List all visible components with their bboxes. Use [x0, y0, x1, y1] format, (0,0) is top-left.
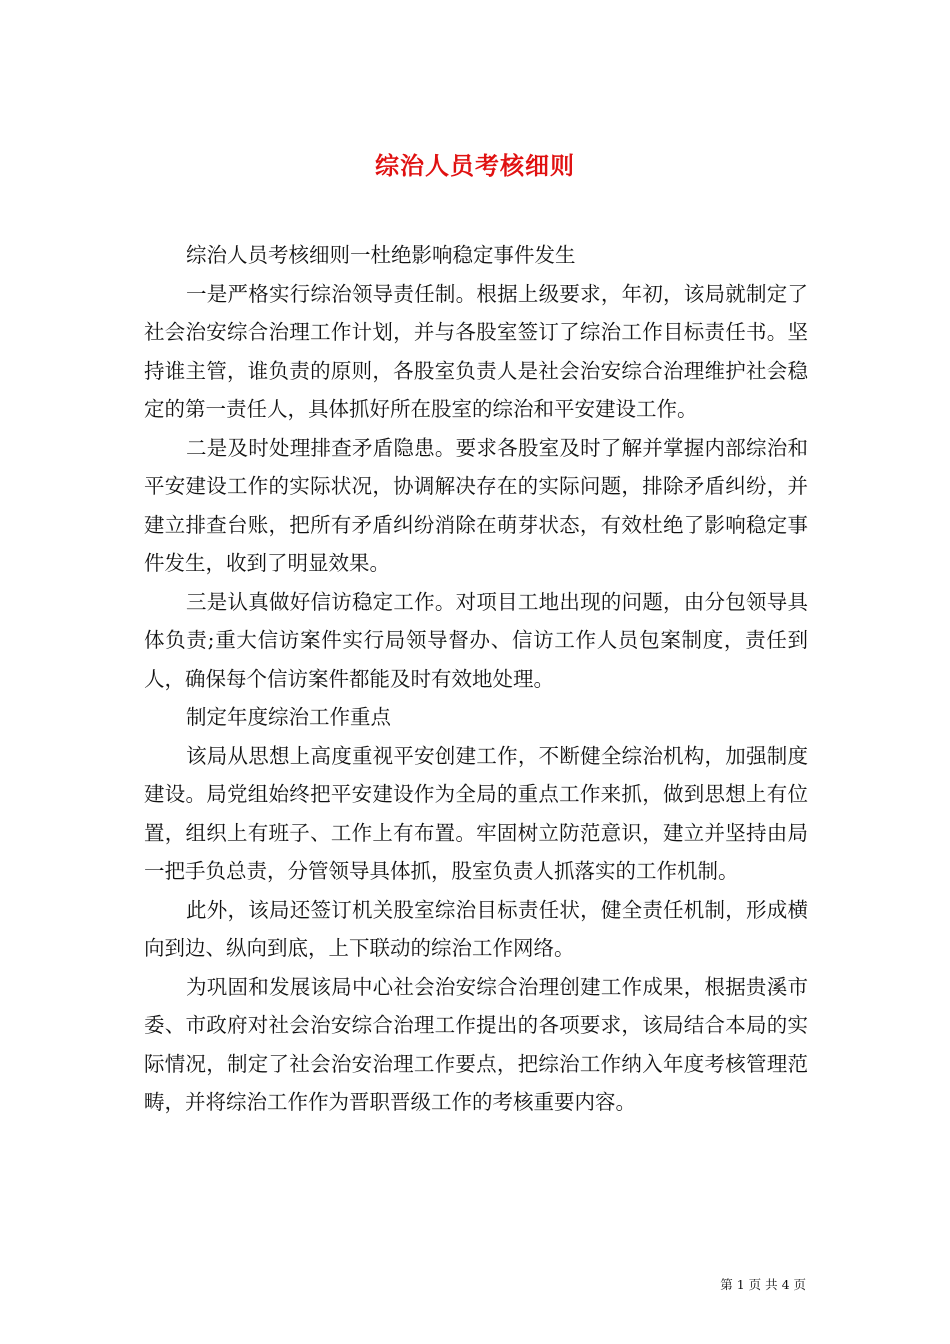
paragraph: 为巩固和发展该局中心社会治安综合治理创建工作成果，根据贵溪市委、市政府对社会治安综合治理工作提出的各项要求，该局结合本局的实际情况，制定了社会治安治理工作要点，把综治工作纳入年度考核管理范畴，并将综治工作作为晋职晋级工作的考核重要内容。 — [144, 974, 808, 1114]
paragraph: 一是严格实行综治领导责任制。根据上级要求，年初，该局就制定了社会治安综合治理工作计划，并与各股室签订了综治工作目标责任书。坚持谁主管，谁负责的原则，各股室负责人是社会治安综合治理维护社会稳定的第一责任人，具体抓好所在股室的综治和平安建设工作。 — [144, 281, 808, 421]
paragraph: 综治人员考核细则一杜绝影响稳定事件发生 — [186, 243, 576, 267]
document-body — [144, 236, 808, 1122]
paragraph: 三是认真做好信访稳定工作。对项目工地出现的问题，由分包领导具体负责;重大信访案件实行局领导督办、信访工作人员包案制度，责任到人，确保每个信访案件都能及时有效地处理。 — [144, 589, 808, 691]
page-number: 第 1 页 共 4 页 — [720, 1277, 806, 1292]
paragraph: 此外，该局还签订机关股室综治目标责任状，健全责任机制，形成横向到边、纵向到底，上下联动的综治工作网络。 — [144, 897, 808, 960]
paragraph: 制定年度综治工作重点 — [186, 705, 392, 729]
paragraph: 该局从思想上高度重视平安创建工作，不断健全综治机构，加强制度建设。局党组始终把平安建设作为全局的重点工作来抓，做到思想上有位置，组织上有班子、工作上有布置。牢固树立防范意识，建立并坚持由局一把手负总责，分管领导具体抓，股室负责人抓落实的工作机制。 — [144, 743, 808, 883]
document-title: 综治人员考核细则 — [375, 151, 575, 181]
paragraph: 二是及时处理排查矛盾隐患。要求各股室及时了解并掌握内部综治和平安建设工作的实际状况，协调解决存在的实际问题，排除矛盾纠纷，并建立排查台账，把所有矛盾纠纷消除在萌芽状态，有效杜绝了影响稳定事件发生，收到了明显效果。 — [144, 435, 808, 575]
